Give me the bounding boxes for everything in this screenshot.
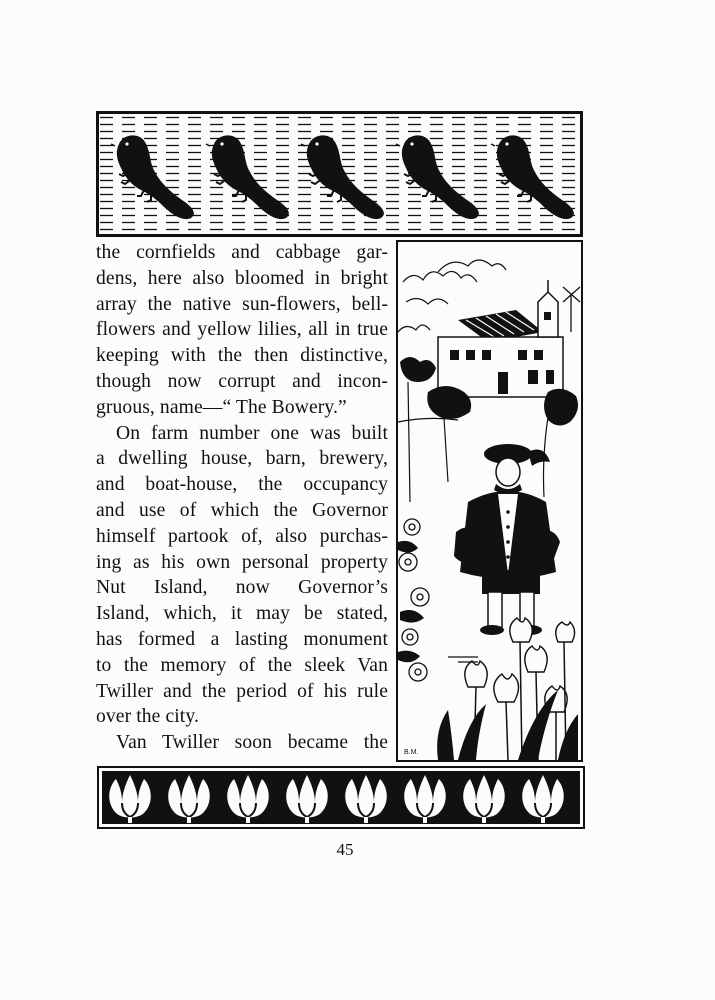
text-line: ing as his own personal property: [96, 551, 388, 573]
text-line: a dwelling house, barn, brewery,: [96, 448, 388, 470]
page-number: 45: [336, 840, 354, 859]
text-line: dens, here also bloomed in bright: [96, 267, 388, 289]
dutch-house-icon: [438, 280, 563, 397]
illustration-panel: [396, 240, 583, 762]
text-line: himself partook of, also purchas-: [96, 525, 388, 547]
text-line: and boat-house, the occupancy: [96, 474, 388, 496]
tulip-frieze: [102, 771, 580, 824]
text-line: Island, which, it may be stated,: [96, 603, 388, 625]
tulip-border-bottom: [97, 766, 585, 829]
body-text: [96, 240, 388, 756]
governor-illustration: [398, 242, 581, 760]
artist-signature: B.M.: [404, 749, 419, 756]
text-line: flowers and yellow lilies, all in true: [96, 319, 388, 341]
beaver-frieze: [99, 114, 580, 234]
text-line: Nut Island, now Governor’s: [96, 577, 388, 599]
text-line: though now corrupt and incon-: [96, 370, 388, 392]
text-line: the cornfields and cabbage gar-: [96, 242, 388, 263]
beaver-border-top: [96, 111, 583, 237]
text-line: and use of which the Governor: [96, 499, 388, 521]
text-line: keeping with the then distinctive,: [96, 345, 388, 367]
text-line: over the city.: [96, 706, 199, 728]
text-line: has formed a lasting monument: [96, 628, 388, 650]
text-line: to the memory of the sleek Van: [96, 654, 388, 676]
windmill-icon: [563, 287, 580, 332]
text-line: gruous, name—“ The Bowery.”: [96, 396, 347, 418]
text-line: On farm number one was built: [116, 422, 388, 444]
text-line: array the native sun-flowers, bell-: [96, 293, 388, 315]
text-line: Van Twiller soon became the: [116, 732, 388, 754]
text-line: Twiller and the period of his rule: [96, 680, 388, 702]
